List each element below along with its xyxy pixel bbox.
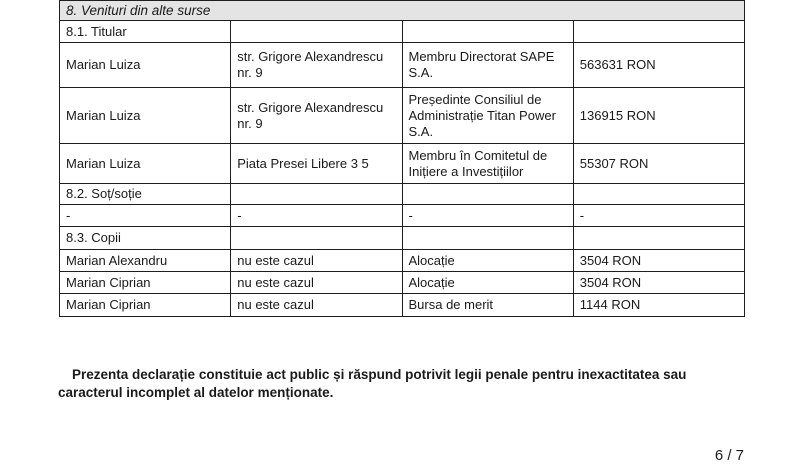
subsection-title-copii: 8.3. Copii xyxy=(60,227,231,250)
beneficiary-name: - xyxy=(60,205,231,227)
beneficiary-name: Marian Ciprian xyxy=(60,272,231,294)
source-address: nu este cazul xyxy=(231,250,402,272)
beneficiary-name: Marian Luiza xyxy=(60,144,231,184)
income-declaration-sheet xyxy=(59,0,745,317)
income-source: Bursa de merit xyxy=(402,294,573,317)
subsection-row-copii xyxy=(60,227,745,250)
page-number: 6 / 7 xyxy=(714,447,744,464)
table-row xyxy=(60,88,745,144)
table-row xyxy=(60,205,745,227)
subsection-title-sot: 8.2. Soț/soție xyxy=(60,184,231,205)
beneficiary-name: Marian Alexandru xyxy=(60,250,231,272)
table-row xyxy=(60,43,745,88)
section-header-row xyxy=(60,1,745,21)
beneficiary-name: Marian Luiza xyxy=(60,43,231,88)
income-amount: 3504 RON xyxy=(573,250,744,272)
income-source: Membru în Comitetul de Inițiere a Investițiilor xyxy=(402,144,573,184)
other-income-table xyxy=(59,0,745,317)
legal-statement: Prezenta declarație constituie act public și răspund potrivit legii penale pentru inexactitatea sau caracterul incomplet al datelor menționate. xyxy=(58,367,687,400)
source-address: - xyxy=(231,205,402,227)
table-row xyxy=(60,272,745,294)
income-amount: 136915 RON xyxy=(573,88,744,144)
source-address: str. Grigore Alexandrescu nr. 9 xyxy=(231,43,402,88)
source-address: nu este cazul xyxy=(231,272,402,294)
income-amount: - xyxy=(573,205,744,227)
beneficiary-name: Marian Luiza xyxy=(60,88,231,144)
source-address: str. Grigore Alexandrescu nr. 9 xyxy=(231,88,402,144)
income-amount: 3504 RON xyxy=(573,272,744,294)
source-address: nu este cazul xyxy=(231,294,402,317)
table-row xyxy=(60,294,745,317)
subsection-row-sot xyxy=(60,184,745,205)
income-source: - xyxy=(402,205,573,227)
source-address: Piata Presei Libere 3 5 xyxy=(231,144,402,184)
income-amount: 55307 RON xyxy=(573,144,744,184)
subsection-row-titular xyxy=(60,21,745,43)
beneficiary-name: Marian Ciprian xyxy=(60,294,231,317)
income-source: Președinte Consiliul de Administrație Titan Power S.A. xyxy=(402,88,573,144)
income-amount: 1144 RON xyxy=(573,294,744,317)
section-title: 8. Venituri din alte surse xyxy=(60,1,745,21)
table-row xyxy=(60,144,745,184)
subsection-title-titular: 8.1. Titular xyxy=(60,21,231,43)
table-row xyxy=(60,250,745,272)
income-source: Alocație xyxy=(402,272,573,294)
income-amount: 563631 RON xyxy=(573,43,744,88)
income-source: Membru Directorat SAPE S.A. xyxy=(402,43,573,88)
income-source: Alocație xyxy=(402,250,573,272)
